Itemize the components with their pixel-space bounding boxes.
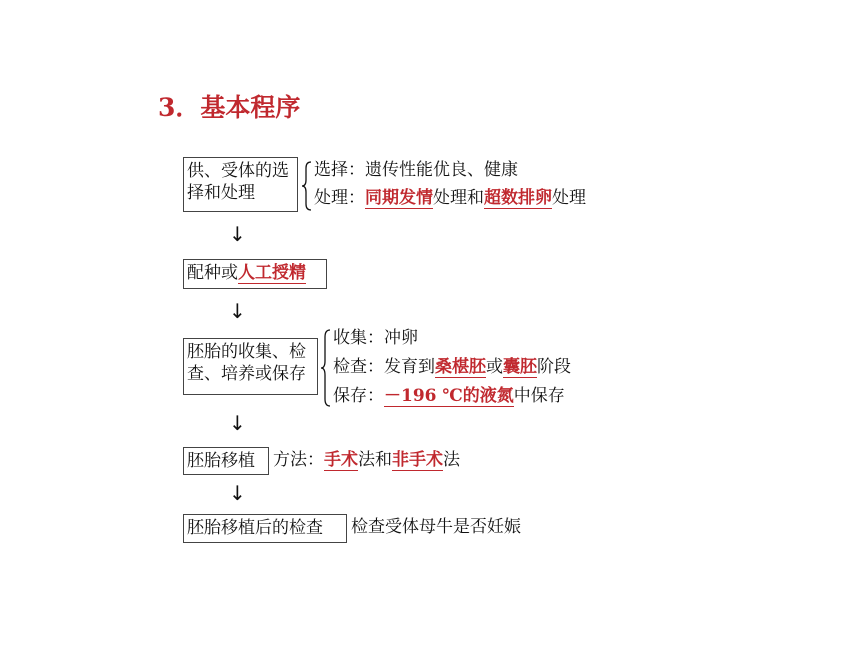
arrow-down-1: ↓ [229,222,246,246]
step1-brace [301,160,313,212]
keyword-non-surgical: 非手术 [392,450,443,470]
arrow-down-2: ↓ [229,299,246,323]
step3-brace [320,328,332,408]
keyword-surgical: 手术 [324,450,358,470]
step1-select-line: 选择：遗传性能优良、健康 [314,160,518,180]
keyword-artificial-insemination: 人工授精 [238,263,306,283]
keyword-blastocyst: 囊胚 [503,357,537,377]
step3-box [183,338,318,395]
step4-box: 胚胎移植 [183,447,269,475]
step1-box-line1: 供、受体的选 [187,161,289,181]
step4-method-line: 方法：手术法和非手术法 [273,450,460,470]
step2-box: 配种或人工授精 [183,259,327,289]
keyword-synchronized-estrus: 同期发情 [365,188,433,208]
arrow-down-4: ↓ [229,481,246,505]
keyword-morula: 桑椹胚 [435,357,486,377]
arrow-down-3: ↓ [229,411,246,435]
step5-box: 胚胎移植后的检查 [183,514,347,543]
step3-box-line1: 胚胎的收集、检 [187,342,306,362]
step1-process-line: 处理：同期发情处理和超数排卵处理 [314,188,586,208]
step3-store-line: 保存：－196 ℃的液氮中保存 [333,386,565,406]
keyword-superovulation: 超数排卵 [484,188,552,208]
step1-box [183,157,298,212]
step3-collect-line: 收集：冲卵 [333,328,418,348]
step3-box-line2: 查、培养或保存 [187,364,306,384]
step5-desc: 检查受体母牛是否妊娠 [351,517,521,537]
step3-check-line: 检查：发育到桑椹胚或囊胚阶段 [333,357,571,377]
keyword-liquid-nitrogen: －196 ℃的液氮 [384,386,514,406]
step1-box-line2: 择和处理 [187,183,255,203]
section-title: 3．基本程序 [158,93,301,122]
